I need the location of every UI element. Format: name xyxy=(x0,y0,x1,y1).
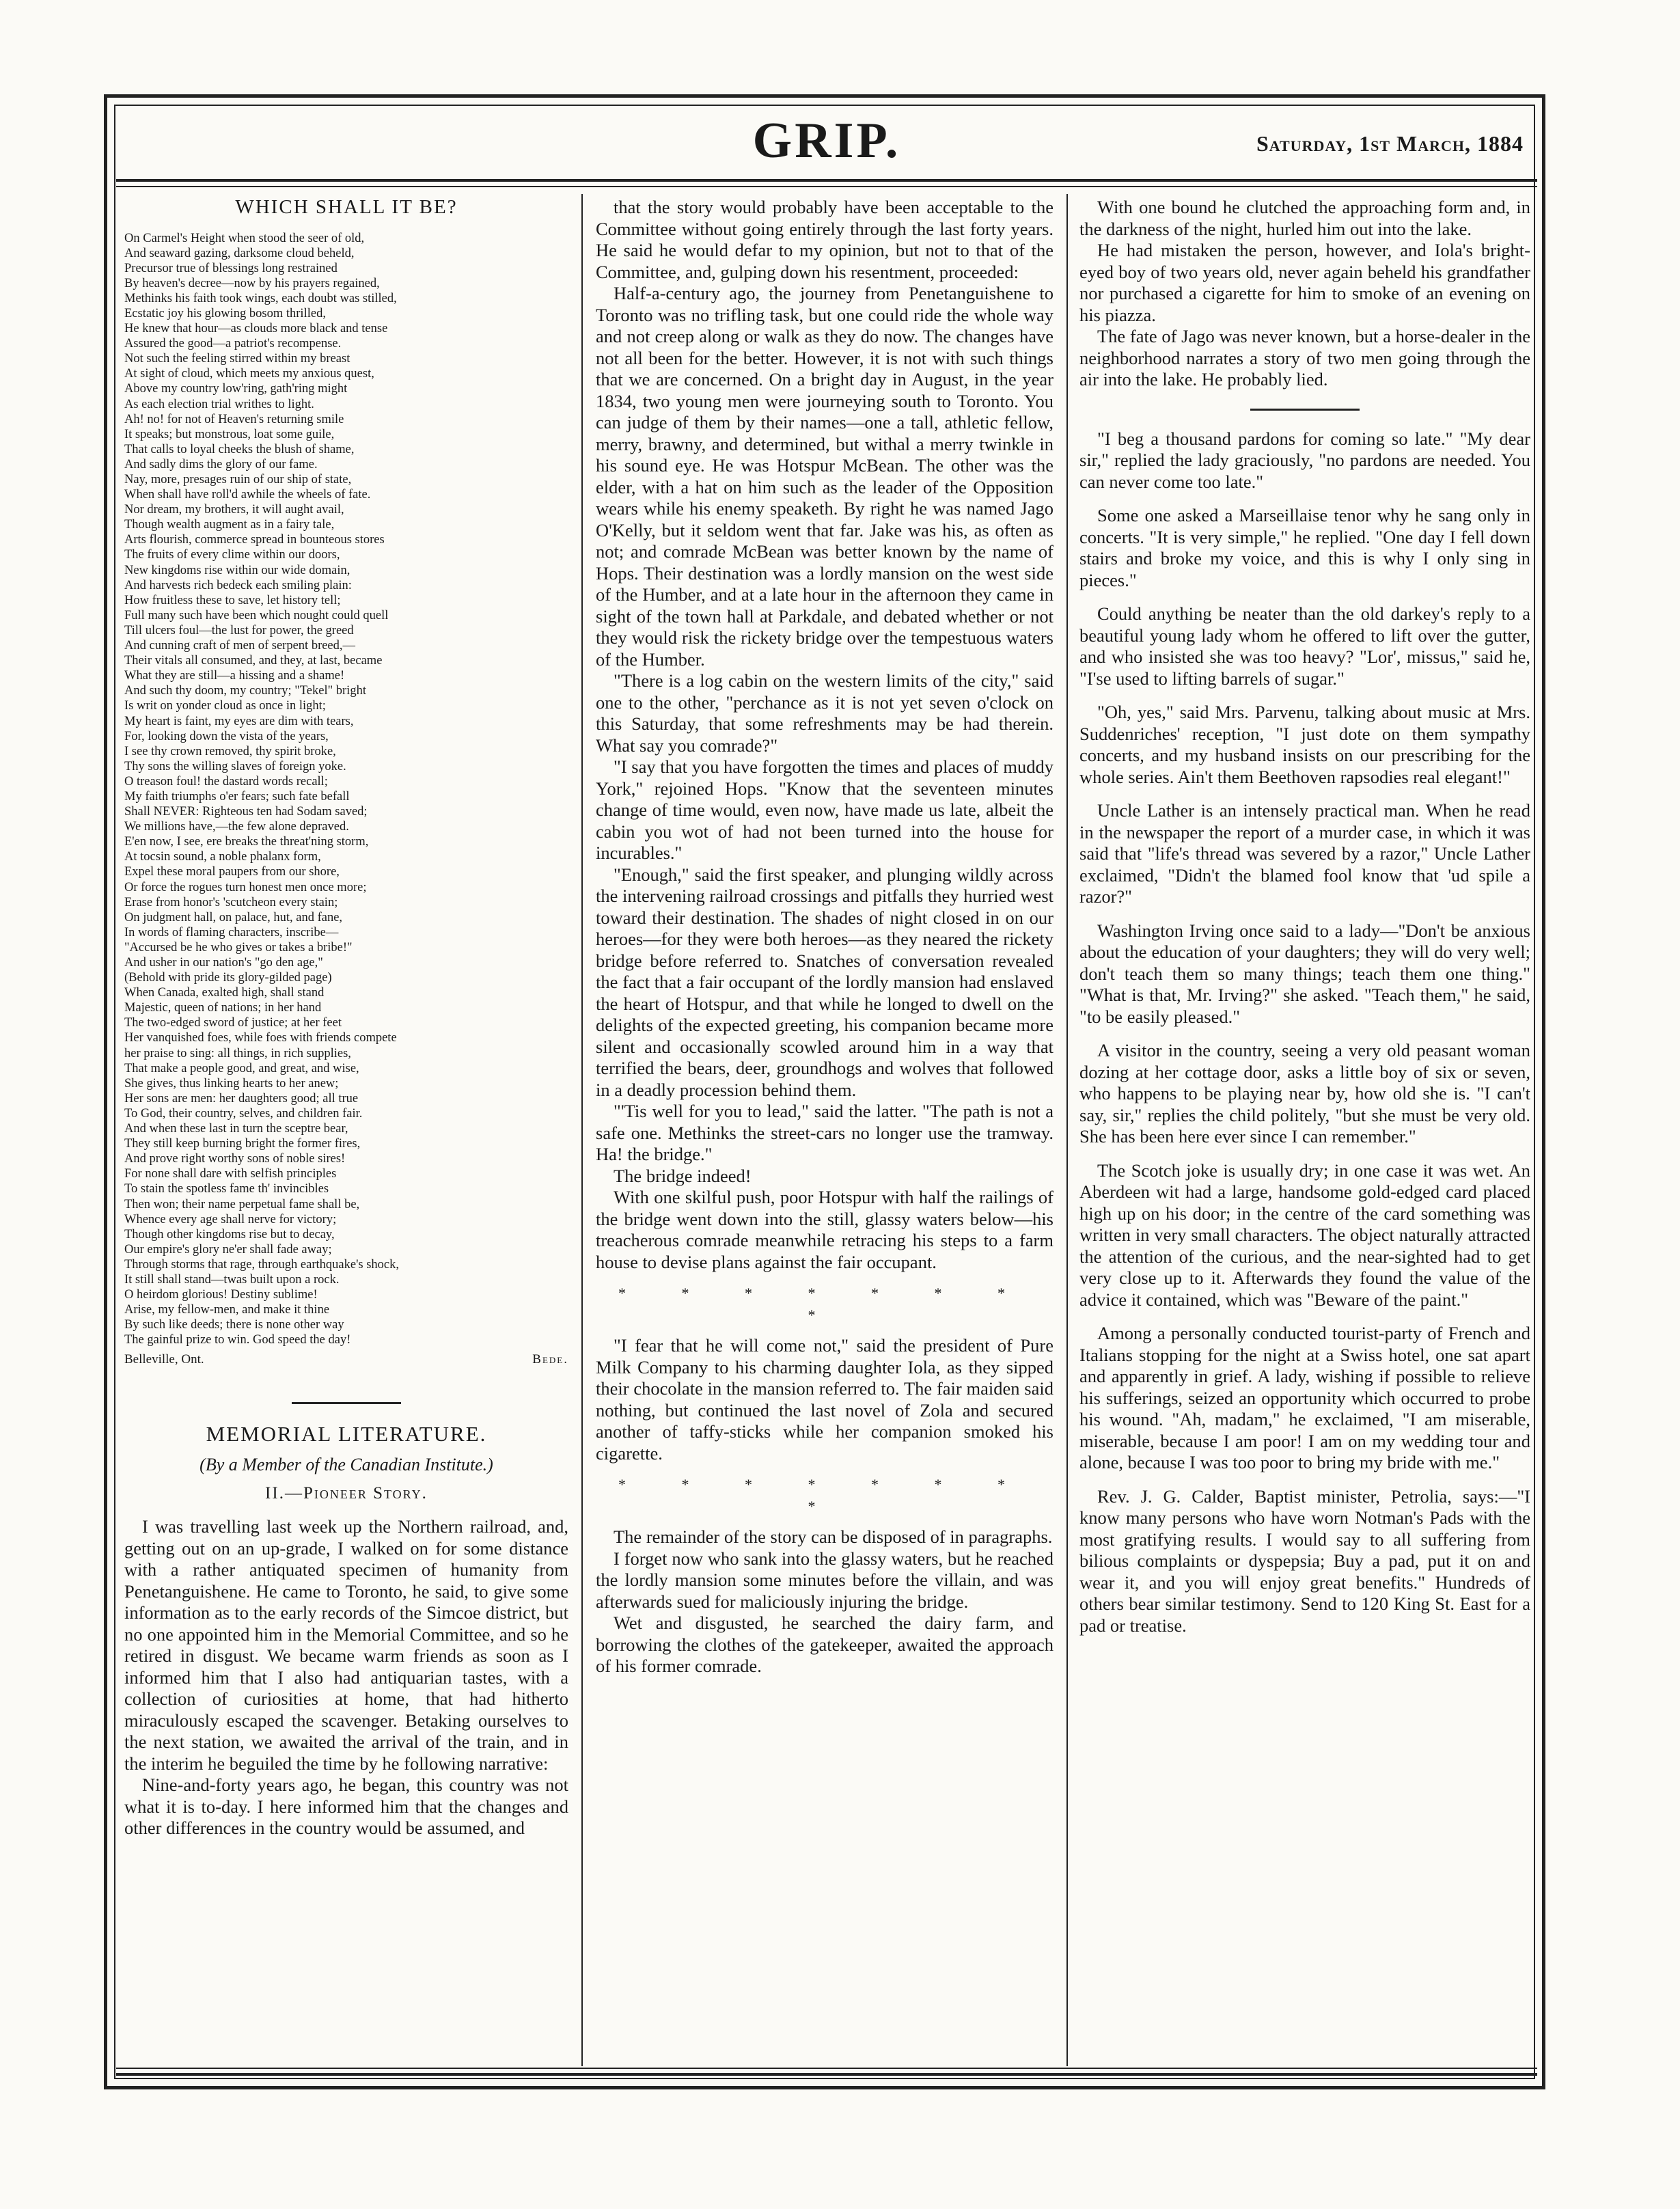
masthead-rule-bottom xyxy=(116,186,1537,187)
poem-line: E'en now, I see, ere breaks the threat'ning storm, xyxy=(124,835,369,849)
paragraph: The remainder of the story can be disposed of in paragraphs. xyxy=(614,1526,1053,1547)
poem-line: That make a people good, and great, and wise, xyxy=(124,1061,359,1075)
paragraph: He had mistaken the person, however, and Iola's bright-eyed boy of two years old, never again beheld his grandfather nor purchased a cigarette for him to smoke of an evening on his piazza. xyxy=(1079,240,1530,325)
joke-paragraph: Uncle Lather is an intensely practical man. When he read in the newspaper the report of a murder case, in which it was said that "life's thread was severed by a razor," Uncle Lather exclaimed, "Didn't the blamed fool know that 'ud spile a razor?" xyxy=(1079,800,1530,907)
article-subtitle: II.—Pioneer Story. xyxy=(265,1483,428,1503)
poem-line: It speaks; but monstrous, loat some guile, xyxy=(124,427,335,441)
poem-line: By heaven's decree—now by his prayers regained, xyxy=(124,276,380,290)
poem-line: And sadly dims the glory of our fame. xyxy=(124,457,318,471)
poem-line: Though other kingdoms rise but to decay, xyxy=(124,1227,335,1241)
poem-line: That calls to loyal cheeks the blush of shame, xyxy=(124,442,355,456)
joke-paragraph: Rev. J. G. Calder, Baptist minister, Petrolia, says:—"I know many persons who have worn Notman's Pads with the most gratifying results. I would say to all suffering from bilious complaints or dyspepsia; Buy a pad, put it on and wear it, and you will enjoy great benefits." Hundreds of others bear similar testimony. Send to 120 King St. East for a pad or treatise. xyxy=(1079,1485,1530,1636)
poem-line: Above my country low'ring, gath'ring might xyxy=(124,382,348,396)
poem-line: Is writ on yonder cloud as once in light; xyxy=(124,699,326,713)
poem-line: Thy sons the willing slaves of foreign yoke. xyxy=(124,759,346,773)
poem-line: Assured the good—a patriot's recompense. xyxy=(124,337,342,351)
column-rule-2 xyxy=(1066,194,1068,2066)
paragraph: "There is a log cabin on the western limits of the city," said one to the other, "perchance as it is not yet seven o'clock on this Saturday, that some refreshments may be had therein. What say you comrade?" xyxy=(596,670,1054,756)
joke-paragraph: The Scotch joke is usually dry; in one case it was wet. An Aberdeen wit had a large, handsome gold-edged card placed high up on his door; in the centre of the card something was written in very small characters. The object naturally attracted the attention of the curious, and the near-sighted had to get very close up to it. Afterwards they found the value of the advice it contained, which was "Beware of the paint." xyxy=(1079,1160,1530,1310)
paragraph: Half-a-century ago, the journey from Penetanguishene to Toronto was no trifling task, but one could ride the whole way and not creep along or walk as they do now. The changes have not all been for the better. However, it is not with such things that we are concerned. On a bright day in August, in the year 1834, two young men were journeying south to Toronto. You can judge of them by their names—one a tall, athletic fellow, merry, brawny, and determined, but withal a merry twinkle in his sound eye. He was Hotspur McBean. The other was the elder, with a hat on him such as the leader of the Opposition wears while his enemy speaketh. By right he was named Jago O'Kelly, but it seldom went that far. Jake was his, as often as not; and comrade McBean was better known by the name of Hops. Their destination was a lordly mansion on the west side of the Humber, and at a late hour in the afternoon they came in sight of the town hall at Parkdale, and debated whether or not they would risk the rickety bridge over the tempestuous waters of the Humber. xyxy=(596,283,1054,670)
poem-line: her praise to sing: all things, in rich supplies, xyxy=(124,1046,351,1060)
article-body-col1 xyxy=(124,1516,568,1839)
poem-line: Arise, my fellow-men, and make it thine xyxy=(124,1303,330,1317)
poem-line: The two-edged sword of justice; at her feet xyxy=(124,1016,342,1030)
poem-line: The fruits of every clime within our doors, xyxy=(124,548,340,562)
poem-line: Expel these moral paupers from our shore, xyxy=(124,865,340,879)
poem-line: Not such the feeling stirred within my breast xyxy=(124,352,350,366)
poem-line: My faith triumphs o'er fears; such fate befall xyxy=(124,789,350,804)
poem-line: What they are still—a hissing and a shame! xyxy=(124,669,345,683)
poem-line: Arts flourish, commerce spread in bounteous stores xyxy=(124,533,385,547)
poem-line: My heart is faint, my eyes are dim with tears, xyxy=(124,714,354,728)
footer-rule-2 xyxy=(116,2073,1537,2076)
poem-place: Belleville, Ont. xyxy=(124,1352,204,1367)
paragraph: The bridge indeed! xyxy=(614,1165,752,1186)
poem-line: Nor dream, my brothers, it will aught avail, xyxy=(124,503,344,517)
poem-line: It still shall stand—twas built upon a rock. xyxy=(124,1272,340,1287)
poem-line: Though wealth augment as in a fairy tale, xyxy=(124,518,335,532)
asterism-1: * * * * * * * * xyxy=(618,1285,1031,1323)
poem-line: To stain the spotless fame th' invincibles xyxy=(124,1182,329,1196)
poem-line: As each election trial writhes to light. xyxy=(124,397,314,411)
poem-line: And usher in our nation's "go den age," xyxy=(124,956,323,970)
footer-rule-1 xyxy=(116,2068,1537,2069)
poem-line: Precursor true of blessings long restrained xyxy=(124,261,338,275)
joke-paragraph: "Oh, yes," said Mrs. Parvenu, talking about music at Mrs. Suddenriches' reception, "I just dote on them sympathy concerts, and my husband insists on our prescribing for the whole series. Ain't them Beethoven rapsodies real elegant!" xyxy=(1079,702,1530,787)
column-rule-1 xyxy=(581,194,583,2066)
masthead xyxy=(116,102,1537,183)
poem-line: Our empire's glory ne'er shall fade away; xyxy=(124,1242,332,1257)
poem-line: They still keep burning bright the former fires, xyxy=(124,1137,361,1151)
paragraph: With one skilful push, poor Hotspur with half the railings of the bridge went down into the still, glassy waters below—his treacherous comrade meanwhile retracing his steps to a farm house to devise plans against the fair occupant. xyxy=(596,1187,1054,1272)
section-divider-2 xyxy=(1250,409,1360,411)
section-divider xyxy=(292,1402,401,1404)
paragraph: I was travelling last week up the Northern railroad, and, getting out on an up-grade, I walked on for some distance with a rather antiquated specimen of humanity from Penetanguishene. He came to Toronto, he said, to give some information as to the early records of the Simcoe district, but no one appointed him in the Memorial Committee, and so he retired in disgust. We became warm friends as soon as I informed him that I also had antiquarian tastes, with a collection of curiosities at home, that had hitherto miraculously escaped the scavenger. Betaking ourselves to the next station, we awaited the arrival of the train, and in the interim he beguiled the time by he following narrative: xyxy=(124,1516,568,1774)
poem-line: She gives, thus linking hearts to her anew; xyxy=(124,1076,339,1090)
poem-line: For, looking down the vista of the years, xyxy=(124,729,329,743)
poem-line: Whence every age shall nerve for victory; xyxy=(124,1212,337,1226)
issue-date: Saturday, 1st March, 1884 xyxy=(1256,131,1524,156)
poem-line: How fruitless these to save, let history tell; xyxy=(124,593,341,607)
poem-line: And such thy doom, my country; "Tekel" bright xyxy=(124,684,366,698)
joke-paragraph: Washington Irving once said to a lady—"Don't be anxious about the education of your daughters; they will do very well; don't teach them so many things; teach them one thing." "What is that, Mr. Irving?" she asked. "Teach them," he said, "to be easily pleased." xyxy=(1079,920,1530,1027)
poem-line: "Accursed be he who gives or takes a bribe!" xyxy=(124,940,353,955)
joke-paragraph: Among a personally conducted tourist-party of French and Italians stopping for the night at a Swiss hotel, one sat apart and apparently in grief. A lady, wishing if possible to relieve his sufferings, seized an opportunity which occurred to probe his wound. "Ah, madam," he exclaimed, "I am miserable, miserable, because I am poor! I am on my wedding tour and alone, because I was too poor to bring my bride with me." xyxy=(1079,1323,1530,1472)
article-body-col2-continued xyxy=(596,1335,1054,1464)
poem-author: Bede. xyxy=(532,1352,568,1367)
poem-line: Ah! no! for not of Heaven's returning smile xyxy=(124,412,344,426)
poem-body xyxy=(124,231,568,1348)
jokes-list xyxy=(1079,428,1530,1637)
column-3 xyxy=(1079,197,1530,1636)
poem-line: When shall have roll'd awhile the wheels of fate. xyxy=(124,488,371,502)
poem-line: Nay, more, presages ruin of our ship of state, xyxy=(124,473,352,486)
poem-line: When Canada, exalted high, shall stand xyxy=(124,986,325,1000)
poem-line: On Carmel's Height when stood the seer of old, xyxy=(124,231,365,245)
poem-line: Erase from honor's 'scutcheon every stain; xyxy=(124,895,338,909)
paragraph: With one bound he clutched the approaching form and, in the darkness of the night, hurled him out into the lake. xyxy=(1079,197,1530,239)
column-1 xyxy=(124,197,568,1839)
joke-paragraph: "I beg a thousand pardons for coming so late." "My dear sir," replied the lady graciously, "no pardons are needed. You can never come too late." xyxy=(1079,428,1530,492)
article-body-col2-end xyxy=(596,1526,1054,1677)
poem-line: Till ulcers foul—the lust for power, the greed xyxy=(124,623,354,637)
paragraph: Wet and disgusted, he searched the dairy farm, and borrowing the clothes of the gatekeeper, awaited the approach of his former comrade. xyxy=(596,1613,1054,1676)
paragraph: that the story would probably have been acceptable to the Committee without going entirely through the last forty years. He said he would defar to my opinion, but not to that of the Committee, and, gulping down his resentment, proceeded: xyxy=(596,197,1054,282)
poem-line: Through storms that rage, through earthquake's shock, xyxy=(124,1257,400,1272)
article-byline: (By a Member of the Canadian Institute.) xyxy=(199,1455,493,1475)
joke-paragraph: A visitor in the country, seeing a very old peasant woman dozing at her cottage door, asks a little boy of six or seven, who happens to be playing near by, how old she is. "I can't say, sir," replies the child politely, "but she must be very old. She has been here ever since I can remember." xyxy=(1079,1040,1530,1147)
paragraph: "Enough," said the first speaker, and plunging wildly across the intervening railroad crossings and pitfalls they hurried west toward their destination. The shades of night closed in on our heroes—for they were both heroes—as they neared the rickety bridge before referred to. Snatches of conversation revealed the fact that a fair occupant of the lordly mansion had enslaved the heart of Hotspur, and that while he longed to dwell on the delights of the expected greeting, his companion became more silent and occasionally scowled around him in a way that terrified the bears, deer, groundhogs and wolves that followed in a deadly procession behind them. xyxy=(596,864,1054,1100)
poem-line: On judgment hall, on palace, hut, and fane, xyxy=(124,910,343,924)
poem-line: Her vanquished foes, while foes with friends compete xyxy=(124,1031,397,1045)
poem-line: Full many such have been which nought could quell xyxy=(124,608,389,622)
poem-line: Her sons are men: her daughters good; all true xyxy=(124,1091,359,1106)
poem-line: Their vitals all consumed, and they, at last, became xyxy=(124,654,383,668)
poem-line: Or force the rogues turn honest men once more; xyxy=(124,880,367,894)
poem-line: Then won; their name perpetual fame shall be, xyxy=(124,1197,360,1211)
poem-line: In words of flaming characters, inscribe— xyxy=(124,925,339,939)
paragraph: The fate of Jago was never known, but a horse-dealer in the neighborhood narrates a story of two men going through the air into the lake. He probably lied. xyxy=(1079,326,1530,389)
poem-line: I see thy crown removed, thy spirit broke, xyxy=(124,744,336,758)
masthead-title: GRIP. xyxy=(752,113,901,169)
poem-signature xyxy=(124,1349,568,1371)
poem-line: He knew that hour—as clouds more black and tense xyxy=(124,322,388,336)
poem-line: Majestic, queen of nations; in her hand xyxy=(124,1001,322,1015)
paragraph: "I fear that he will come not," said the president of Pure Milk Company to his charming daughter Iola, as they sipped their chocolate in the mansion referred to. The fair maiden said nothing, but continued the last novel of Zola and secured another of taffy-sticks while her companion smoked his cigarette. xyxy=(596,1335,1054,1464)
poem-line: Ecstatic joy his glowing bosom thrilled, xyxy=(124,306,326,320)
article-body-col3 xyxy=(1079,197,1530,391)
joke-paragraph: Could anything be neater than the old darkey's reply to a beautiful young lady whom he offered to lift over the gutter, and who insisted she was too heavy? "Lor', missus," said he, "I'se used to lifting barrels of sugar." xyxy=(1079,603,1530,689)
poem-line: (Behold with pride its glory-gilded page) xyxy=(124,971,332,985)
column-2 xyxy=(596,197,1054,1677)
asterism-2: * * * * * * * * xyxy=(618,1476,1031,1515)
poem-line: For none shall dare with selfish principles xyxy=(124,1167,337,1181)
poem-line: To God, their country, selves, and children fair. xyxy=(124,1106,363,1121)
poem-line: Methinks his faith took wings, each doubt was stilled, xyxy=(124,291,397,305)
poem-line: The gainful prize to win. God speed the day! xyxy=(124,1333,351,1347)
article-body-col2 xyxy=(596,197,1054,1273)
poem-line: At tocsin sound, a noble phalanx form, xyxy=(124,850,321,864)
poem-line: At sight of cloud, which meets my anxious quest, xyxy=(124,367,374,381)
poem-line: And seaward gazing, darksome cloud beheld, xyxy=(124,246,355,260)
masthead-rule-top xyxy=(116,179,1537,182)
poem-line: And harvests rich bedeck each smiling plain: xyxy=(124,578,352,592)
poem-line: By such like deeds; there is none other way xyxy=(124,1318,344,1332)
poem-line: And when these last in turn the sceptre bear, xyxy=(124,1122,348,1136)
poem-line: And cunning craft of men of serpent breed,— xyxy=(124,639,356,653)
paragraph: "I say that you have forgotten the times and places of muddy York," rejoined Hops. "Know that the seventeen minutes change of time would, even now, have made us late, albeit the cabin you wot of had not been turned into the house for incurables." xyxy=(596,756,1054,863)
poem-line: Shall NEVER: Righteous ten had Sodam saved; xyxy=(124,805,368,819)
paragraph: Nine-and-forty years ago, he began, this country was not what it is to-day. I here informed him that the changes and other differences in the country would be assumed, and xyxy=(124,1774,568,1839)
poem-line: O treason foul! the dastard words recall; xyxy=(124,774,328,788)
joke-paragraph: Some one asked a Marseillaise tenor why he sang only in concerts. "It is very simple," he replied. "One day I fell down stairs and broke my voice, and this is why I only sing in pieces." xyxy=(1079,505,1530,590)
poem-title: WHICH SHALL IT BE? xyxy=(235,196,458,218)
poem-line: O heirdom glorious! Destiny sublime! xyxy=(124,1288,318,1302)
paragraph: I forget now who sank into the glassy waters, but he reached the lordly mansion some minutes before the villain, and was afterwards sued for maliciously injuring the bridge. xyxy=(596,1548,1054,1612)
poem-line: We millions have,—the few alone depraved. xyxy=(124,820,349,834)
poem-line: New kingdoms rise within our wide domain, xyxy=(124,563,350,577)
paragraph: "'Tis well for you to lead," said the latter. "The path is not a safe one. Methinks the street-cars no longer use the tramway. Ha! the bridge." xyxy=(596,1101,1054,1164)
article-title: MEMORIAL LITERATURE. xyxy=(206,1421,487,1446)
poem-line: And prove right worthy sons of noble sires! xyxy=(124,1152,346,1166)
